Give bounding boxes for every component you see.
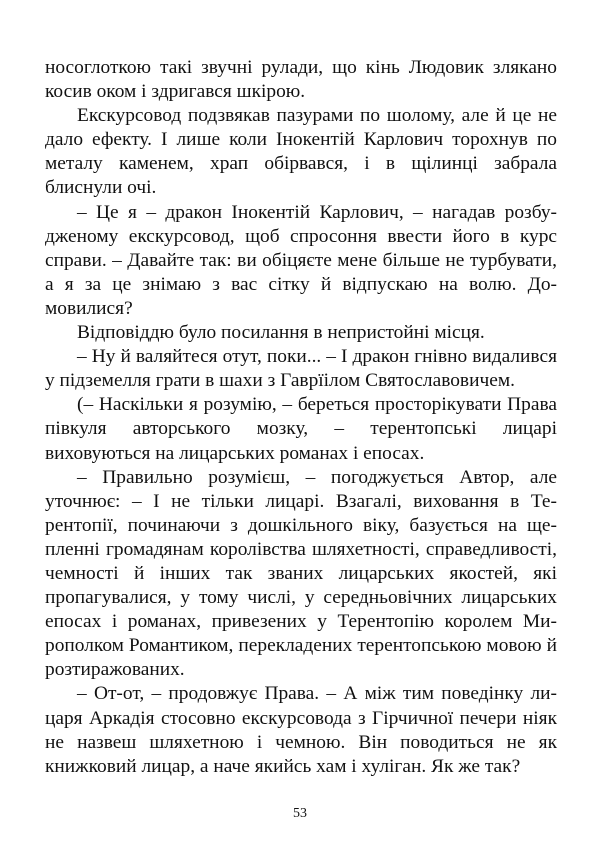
- page-number: 53: [293, 806, 307, 821]
- paragraph: – Ну й валяйтеся отут, поки... – І дракон гнівно видалився у підземелля грати в шахи з Гаврїілом Святославовичем.: [45, 346, 557, 392]
- paragraph-continuation: носоглоткою такі звучні рулади, що кінь Людовик злякано косив оком і здригався шкірою.: [45, 57, 557, 103]
- paragraph: (– Наскільки я розумію, – береться просторікувати Права півкуля авторського мозку, – терентопські лицарі виховуються на лицарських романах і епосах.: [45, 394, 557, 464]
- paragraph: Відповіддю було посилання в непристойні місця.: [77, 322, 485, 344]
- paragraph: – Правильно розумієш, – погоджується Автор, але уточнює: – І не тільки лицарі. Взагалі, виховання в Терентопії, починаючи з дошкільного віку, базується на щепленні громадянам королівства шляхетності, справедливості, чемності й інших так званих лицарських якостей, які пропагувалися, у тому числі, у середньовічних лицарських епосах і романах, привезених у Терентопію королем Мирополком Романтиком, перекладених терентопською мовою й розтиражованих.: [45, 466, 557, 681]
- page-text: [45, 56, 557, 779]
- paragraph: – От-от, – продовжує Права. – А між тим поведінку лицаря Аркадія стосовно екскурсовода з Гірчичної печери ніяк не назвеш шляхетною і чемною. Він поводиться не як книжковий лицар, а наче якийсь хам і хуліган. Як же так?: [45, 683, 557, 777]
- paragraph: – Це я – дракон Інокентій Карлович, – нагадав розбудженому екскурсовод, щоб спросоння ввести його в курс справи. – Давайте так: ви обіцяєте мене більше не турбувати, а я за це знімаю з вас сітку й відпускаю на волю. Домовилися?: [45, 201, 557, 319]
- paragraph: Екскурсовод подзвякав пазурами по шолому, але й це не дало ефекту. І лише коли Інокентій Карлович торохнув по металу каменем, храп обірвався, і в щілинці забрала блиснули очі.: [45, 105, 557, 199]
